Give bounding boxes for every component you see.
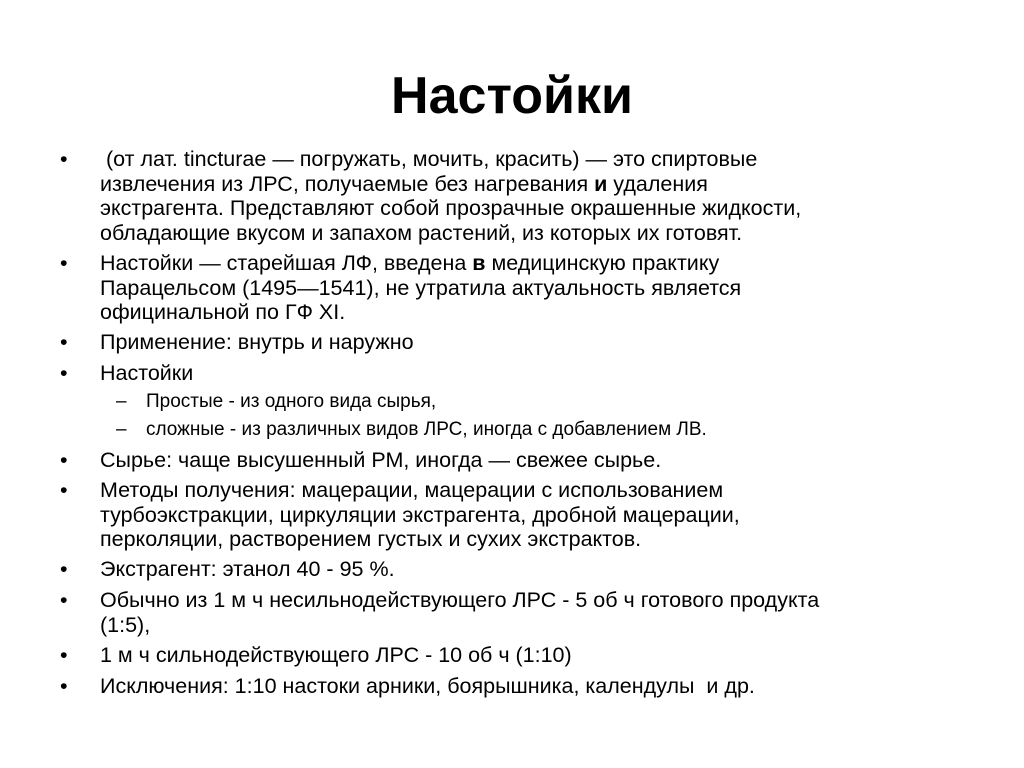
bullet-item-types [60,361,980,386]
sub-item-complex [116,419,707,441]
text-line: Настойки [100,361,194,385]
text-fragment: Настойки — старейшая ЛФ, введена [100,251,473,275]
text-line: перколяции, растворением густых и сухих экстрактов. [100,527,642,551]
text-fragment: медицинскую практику [485,251,720,275]
bullet-item-methods [60,478,980,552]
text-line: Простые - из одного вида сырья, [146,391,437,412]
bullet-marker: • [60,588,68,612]
bullet-marker: • [60,674,68,698]
text-line: турбоэкстракции, циркуляции экстрагента, дробной мацерации, [100,502,740,527]
text-fragment: извлечения из ЛРС, получаемые без нагревания [100,171,595,196]
bullet-item-exceptions [60,674,980,699]
text-line: обладающие вкусом и запахом растений, из которых их готовят. [100,220,743,245]
bullet-item-ratio-regular [60,588,980,637]
text-line: (1:5), [100,612,151,637]
text-line: сложные - из различных видов ЛРС, иногда с добавлением ЛВ. [146,419,707,440]
bullet-marker: • [60,251,68,275]
text-line [100,172,980,197]
sub-item-simple [116,391,437,413]
text-line: Экстрагент: этанол 40 - 95 %. [100,557,395,581]
bullet-marker: • [60,557,68,581]
bold-word: в [472,251,486,275]
text-line: 1 м ч сильнодействующего ЛРС - 10 об ч (1:10) [100,643,572,667]
text-line: экстрагента. Представляют собой прозрачные окрашенные жидкости, [100,196,802,220]
text-line: (от лат. tincturae — погружать, мочить, красить) — это спиртовые [100,147,758,171]
text-line: Применение: внутрь и наружно [100,330,414,354]
text-line: Парацельсом (1495—1541), не утратила актуальность является [100,275,742,300]
dash-marker: – [116,391,127,412]
text-line: Методы получения: мацерации, мацерации с использованием [100,478,724,502]
text-line: Обычно из 1 м ч несильнодействующего ЛРС - 5 об ч готового продукта [100,588,820,612]
bullet-item-definition [60,147,980,245]
text-line: Сырье: чаще высушенный РМ, иногда — свежее сырье. [100,448,662,472]
bullet-marker: • [60,147,68,171]
bullet-marker: • [60,330,68,354]
text-fragment: удаления [607,171,708,196]
bullet-marker: • [60,478,68,502]
text-line: Исключения: 1:10 настоки арники, боярышника, календулы и др. [100,674,755,698]
bullet-item-application [60,330,980,355]
bold-word: и [594,171,608,196]
bullet-marker: • [60,448,68,472]
text-line: официнальной по ГФ XI. [100,300,346,324]
text-line [100,251,980,276]
bullet-item-ratio-potent [60,643,980,668]
bullet-item-extractant [60,557,980,582]
bullet-item-raw-material [60,448,980,473]
bullet-marker: • [60,643,68,667]
bullet-marker: • [60,361,68,385]
slide-title: Настойки [391,67,633,125]
dash-marker: – [116,419,127,440]
bullet-item-history [60,251,980,325]
